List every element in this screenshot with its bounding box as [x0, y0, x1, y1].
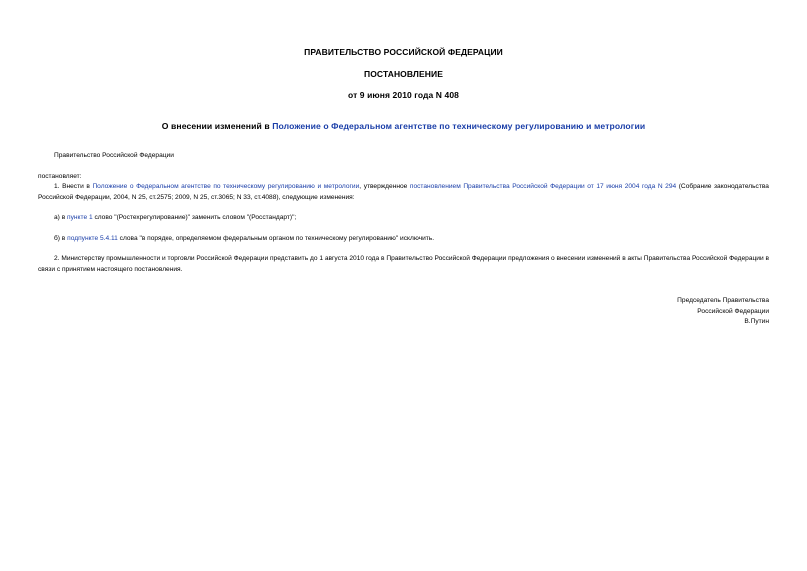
document-type-heading: ПОСТАНОВЛЕНИЕ [364, 69, 443, 79]
title-prefix: О внесении изменений в [161, 121, 273, 131]
subparagraph-b [54, 234, 434, 245]
regulation-link[interactable]: Положение о Федеральном агентстве по техническому регулированию и метрологии [92, 183, 360, 190]
document-title [0, 121, 807, 131]
date-number-heading: от 9 июня 2010 года N 408 [348, 90, 459, 100]
signatory-title-line2: Российской Федерации [697, 308, 769, 315]
point-1-link[interactable]: пункте 1 [67, 214, 93, 221]
subparagraph-b-text-b: слова "в порядке, определяемом федеральным органом по техническому регулированию" исключить. [117, 235, 435, 242]
paragraph-1-text-a: 1. Внести в [54, 183, 93, 190]
decrees-text: постановляет: [38, 173, 82, 180]
paragraph-1-text-c: (Собрание законодательства Российской Федерации, 2004, N 25, ст.2575; 2009, N 25, ст.3065; N 33, ст.4088), следующие изменения: [38, 183, 769, 201]
subparagraph-b-text-a: б) в [54, 235, 68, 242]
title-link[interactable]: Положение о Федеральном агентстве по техническому регулированию и метрологии [272, 121, 646, 131]
subparagraph-a-text-b: слово "(Ростехрегулирование)" заменить словом "(Росстандарт)"; [92, 214, 297, 221]
resolution-link[interactable]: постановлением Правительства Российской Федерации от 17 июня 2004 года N 294 [409, 183, 677, 190]
subpoint-5-4-11-link[interactable]: подпункте 5.4.11 [67, 235, 118, 242]
paragraph-1 [38, 182, 769, 203]
signatory-name: В.Путин [744, 318, 769, 325]
signatory-title-line1: Председатель Правительства [677, 297, 769, 304]
paragraph-1-text-b: , утвержденное [359, 183, 410, 190]
government-heading: ПРАВИТЕЛЬСТВО РОССИЙСКОЙ ФЕДЕРАЦИИ [304, 47, 503, 57]
intro-text: Правительство Российской Федерации [54, 152, 174, 159]
subparagraph-a [54, 213, 296, 224]
subparagraph-a-text-a: а) в [54, 214, 68, 221]
paragraph-2: 2. Министерству промышленности и торговли Российской Федерации представить до 1 августа 2010 года в Правительство Российской Федерации предложения о внесении изменений в акты Правительства Российской Федерации в связи с принятием настоящего постановления. [38, 255, 769, 273]
